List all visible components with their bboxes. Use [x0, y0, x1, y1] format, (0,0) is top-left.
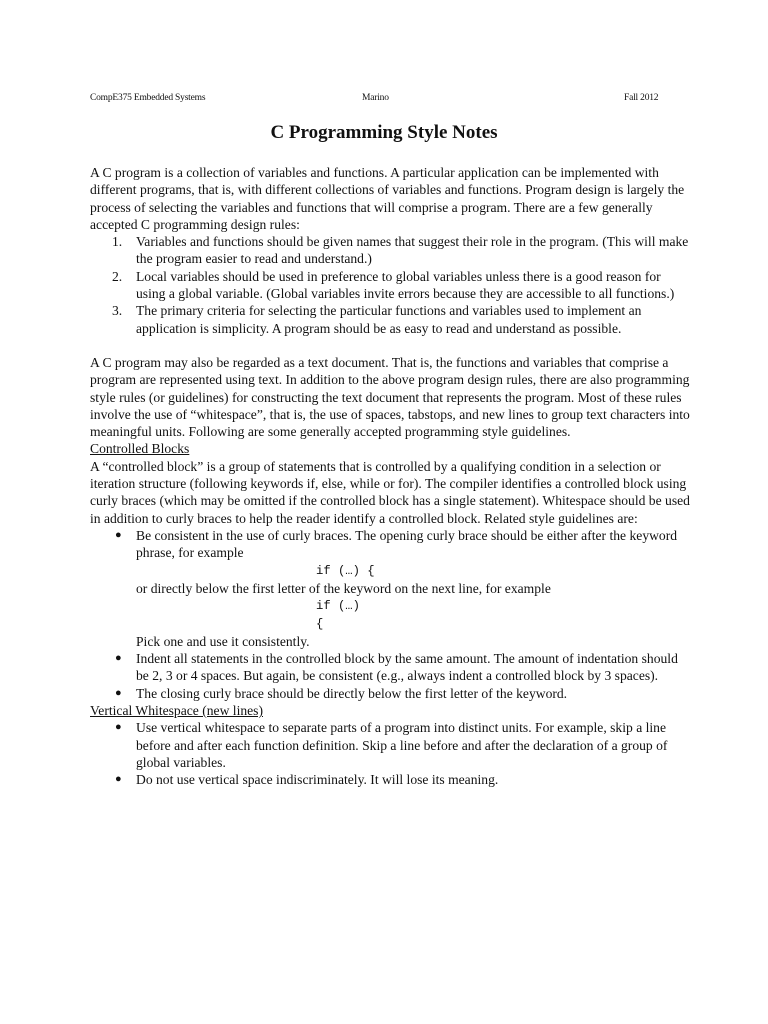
- list-item-text: The closing curly brace should be directly below the first letter of the keyword.: [136, 685, 568, 701]
- bullet-icon: ●: [115, 652, 122, 665]
- list-item-text: or directly below the first letter of the keyword on the next line, for example: [136, 580, 551, 596]
- list-item: [90, 268, 690, 303]
- header-term: Fall 2012: [624, 93, 659, 103]
- list-item-text: Variables and functions should be given names that suggest their role in the program. (This will make the program easier to read and understand.): [136, 234, 689, 267]
- intro-paragraph: A C program is a collection of variables and functions. A particular application can be implemented with different programs, that is, with different collections of variables and functions. Program design is largely the process of selecting the variables and functions that will comprise a program. There are a few generally accepted C programming design rules:: [90, 165, 685, 232]
- code-example-same-line: if (…) {: [316, 563, 375, 578]
- bullet-icon: ●: [115, 773, 122, 786]
- bullet-icon: ●: [115, 528, 122, 541]
- code-example-brace: {: [316, 616, 324, 631]
- vertical-whitespace-guidelines: [90, 719, 690, 788]
- list-item: [90, 685, 690, 702]
- list-item: [90, 771, 690, 788]
- list-item: [90, 650, 690, 685]
- section-heading-vertical-whitespace: Vertical Whitespace (new lines): [90, 703, 263, 719]
- list-item-text: Use vertical whitespace to separate parts of a program into distinct units. For example, skip a line before and after each function definition. Skip a line before and after the declaration of a group of global variables.: [136, 720, 668, 770]
- list-number: 3.: [112, 303, 123, 319]
- list-item: [90, 719, 690, 771]
- design-rules-list: [90, 233, 690, 337]
- list-item: [90, 233, 690, 268]
- list-item-text: The primary criteria for selecting the particular functions and variables used to implement an application is simplicity. A program should be as easy to read and understand as possible.: [136, 303, 642, 336]
- bullet-icon: ●: [115, 686, 122, 699]
- list-item-text: Do not use vertical space indiscriminately. It will lose its meaning.: [136, 772, 499, 788]
- document-body: [90, 164, 690, 789]
- list-item-text: Local variables should be used in preference to global variables unless there is a good reason for using a global variable. (Global variables invite errors because they are accessible to all functions.): [136, 268, 675, 302]
- code-example-next-line: if (…): [316, 598, 360, 613]
- list-item: [90, 527, 690, 650]
- bullet-icon: ●: [115, 721, 122, 734]
- list-item-text: Indent all statements in the controlled block by the same amount. The amount of indentation should be 2, 3 or 4 spaces. But again, be consistent (e.g., always indent a controlled block by 3 spaces).: [136, 651, 678, 684]
- list-item-text: Pick one and use it consistently.: [136, 633, 310, 649]
- controlled-blocks-paragraph: A “controlled block” is a group of statements that is controlled by a qualifying condition in a selection or iteration structure (following keywords if, else, while or for). The compiler identifies a controlled block using curly braces (which may be omitted if the controlled block has a single statement). Whitespace should be used in addition to curly braces to help the reader identify a controlled block. Related style guidelines are:: [90, 458, 690, 526]
- text-document-paragraph: A C program may also be regarded as a text document. That is, the functions and variables that comprise a program are represented using text. In addition to the above program design rules, there are also programming style rules (or guidelines) for constructing the text document that represents the program. Most of these rules involve the use of “whitespace”, that is, the use of spaces, tabstops, and new lines to group text characters into meaningful units. Following are some generally accepted programming style guidelines.: [90, 354, 690, 440]
- section-heading-controlled-blocks: Controlled Blocks: [90, 441, 190, 457]
- page-title: C Programming Style Notes: [270, 122, 498, 143]
- controlled-blocks-guidelines: [90, 527, 690, 702]
- paragraph-spacer: [90, 337, 690, 354]
- list-number: 1.: [112, 234, 123, 250]
- header-course: CompE375 Embedded Systems: [90, 93, 206, 103]
- list-item-text: Be consistent in the use of curly braces. The opening curly brace should be either after the keyword phrase, for example: [136, 527, 678, 561]
- header-author: Marino: [362, 93, 389, 103]
- list-number: 2.: [112, 268, 123, 284]
- list-item: [90, 302, 690, 337]
